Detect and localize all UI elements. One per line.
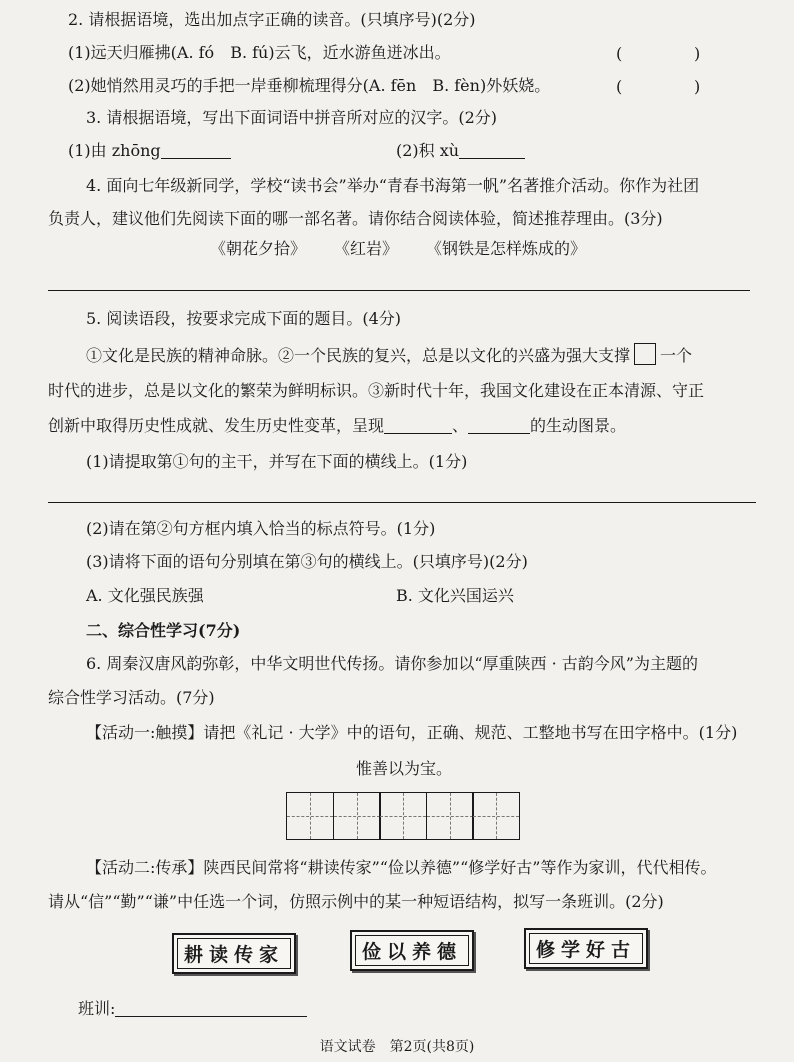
seal-example-3: 修学好古: [524, 928, 648, 969]
tianzige-cell[interactable]: [379, 792, 427, 840]
q6-activity-2-line-2: 请从“信”“勤”“谦”中任选一个词，仿照示例中的某一种短语结构，拟写一条班训。(2分): [48, 892, 664, 911]
q4-line-2: 负责人，建议他们先阅读下面的哪一部名著。请你结合阅读体验，简述推荐理由。(3分): [48, 209, 663, 228]
q2-answer-paren-close-2: ): [694, 77, 701, 96]
q5-passage-3c: 的生动图景。: [530, 416, 627, 435]
q5-option-b: B. 文化兴国运兴: [396, 586, 514, 605]
q5-passage-1b: 一个: [660, 346, 693, 365]
q4-book-3: 《钢铁是怎样炼成的》: [426, 239, 587, 258]
q5-blank-2[interactable]: [468, 417, 530, 434]
q6-quote: 惟善以为宝。: [356, 759, 453, 778]
q3-blank-2[interactable]: [459, 142, 525, 159]
banxun-blank[interactable]: [115, 1000, 307, 1017]
q5-passage-line-3: [48, 415, 626, 437]
q5-passage-line-2: 时代的进步，总是以文化的繁荣为鲜明标识。③新时代十年，我国文化建设在正本清源、守正: [48, 381, 705, 400]
q2-item-2: (2)她悄然用灵巧的手把一岸垂柳梳理得分(A. fēn B. fèn)外妖娆。: [68, 76, 551, 95]
q5-punctuation-box[interactable]: [634, 343, 656, 365]
q5-passage-line-1: [86, 343, 692, 367]
section-2-title: 二、综合性学习(7分): [86, 621, 241, 640]
banxun-label: 班训:: [78, 999, 116, 1018]
q5-passage-1a: ①文化是民族的精神命脉。②一个民族的复兴，总是以文化的兴盛为强大支撑: [86, 346, 631, 365]
tianzige-cell[interactable]: [333, 792, 381, 840]
q2-stem: 2. 请根据语境，选出加点字正确的读音。(只填序号)(2分): [68, 10, 476, 29]
q6-activity-1: 【活动一:触摸】请把《礼记 · 大学》中的语句，正确、规范、工整地书写在田字格中。(1分): [86, 723, 738, 742]
tianzige-cell[interactable]: [426, 792, 474, 840]
banxun-row: [78, 998, 307, 1020]
page-footer: 语文试卷 第2页(共8页): [319, 1039, 475, 1055]
q5-sub-1: (1)请提取第①句的主干，并写在下面的横线上。(1分): [86, 452, 468, 471]
q4-answer-line[interactable]: [48, 290, 750, 291]
q5-blank-1[interactable]: [384, 417, 452, 434]
q2-answer-paren-open-1: (: [616, 44, 623, 63]
q3-item-2: [396, 140, 525, 162]
q2-answer-paren-open-2: (: [616, 77, 623, 96]
tianzige-cell[interactable]: [286, 792, 334, 840]
q5-sub-3: (3)请将下面的语句分别填在第③句的横线上。(只填序号)(2分): [86, 552, 528, 571]
q4-line-1: 4. 面向七年级新同学，学校“读书会”举办“青春书海第一帆”名著推介活动。你作为社团: [86, 176, 700, 195]
q3-blank-1[interactable]: [161, 142, 231, 159]
q6-activity-2-line-1: 【活动二:传承】陕西民间常将“耕读传家”“俭以养德”“修学好古”等作为家训，代代相传。: [86, 858, 717, 877]
q4-book-1: 《朝花夕拾》: [210, 239, 307, 258]
q3-item-2-label: (2)积 xù: [396, 141, 460, 160]
q3-item-1-label: (1)由 zhōng: [68, 141, 161, 160]
q4-book-2: 《红岩》: [334, 239, 399, 258]
seal-example-1: 耕读传家: [172, 933, 296, 974]
q3-item-1: [68, 140, 231, 162]
q2-answer-paren-close-1: ): [694, 44, 701, 63]
q5-sub-1-answer-line[interactable]: [48, 502, 756, 503]
q5-passage-3b: 、: [452, 416, 469, 435]
q5-option-a: A. 文化强民族强: [86, 586, 204, 605]
q3-stem: 3. 请根据语境，写出下面词语中拼音所对应的汉字。(2分): [86, 108, 498, 127]
tianzige-cell[interactable]: [472, 792, 520, 840]
tianzige-grid[interactable]: [286, 792, 519, 840]
q6-line-2: 综合性学习活动。(7分): [48, 688, 215, 707]
seal-example-2: 俭以养德: [350, 930, 474, 971]
q5-stem: 5. 阅读语段，按要求完成下面的题目。(4分): [86, 309, 402, 328]
q5-sub-2: (2)请在第②句方框内填入恰当的标点符号。(1分): [86, 519, 436, 538]
q5-passage-3a: 创新中取得历史性成就、发生历史性变革，呈现: [48, 416, 385, 435]
q6-line-1: 6. 周秦汉唐风韵弥彰，中华文明世代传扬。请你参加以“厚重陕西 · 古韵今风”为主题的: [86, 654, 698, 673]
q2-item-1: (1)远天归雁拂(A. fó B. fú)云飞，近水游鱼迸冰出。: [68, 43, 451, 62]
